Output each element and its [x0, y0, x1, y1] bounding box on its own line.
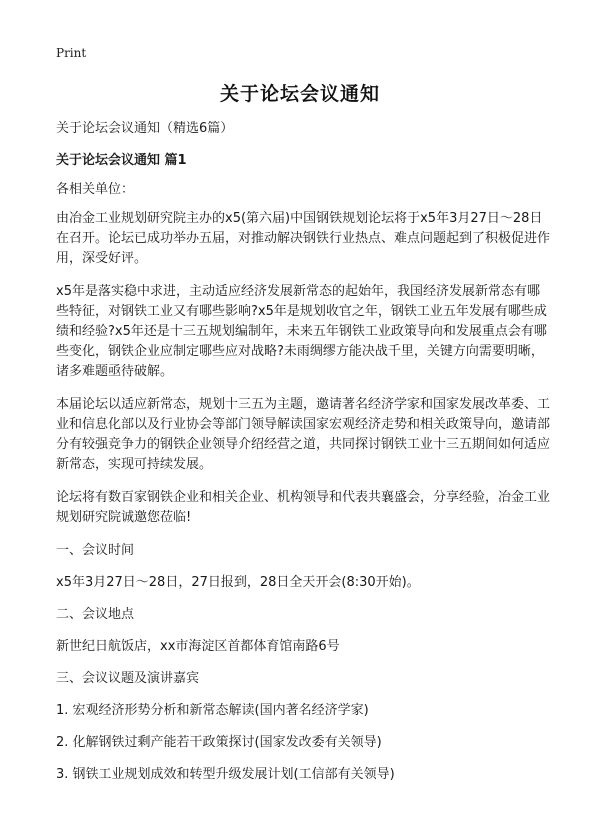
document-body — [56, 119, 552, 797]
document-subtitle: 关于论坛会议通知（精选6篇） — [56, 121, 234, 136]
section-heading-topics: 三、会议议题及演讲嘉宾 — [56, 671, 200, 686]
paragraph: 由冶金工业规划研究院主办的x5(第六届)中国钢铁规划论坛将于x5年3月27日～28日在召开。论坛已成功举办五届，对推动解决钢铁行业热点、难点问题起到了积极促进作用，深受好评。 — [56, 211, 551, 266]
section-heading-meeting-venue: 二、会议地点 — [56, 607, 135, 622]
topic-item: 2. 化解钢铁过剩产能若干政策探讨(国家发改委有关领导) — [56, 735, 382, 750]
topic-item: 1. 宏观经济形势分析和新常态解读(国内著名经济学家) — [56, 703, 369, 718]
paragraph: x5年是落实稳中求进，主动适应经济发展新常态的起始年，我国经济发展新常态有哪些特征，对钢铁工业又有哪些影响?x5年是规划收官之年，钢铁工业五年发展有哪些成绩和经验?x5年还是十三五规划编制年，未来五年钢铁工业政策导向和发展重点会有哪些变化，钢铁企业应制定哪些应对战略?未雨绸缪方能决战千里，关键方向需要明晰，诸多难题亟待破解。 — [56, 284, 547, 379]
section-heading-meeting-time: 一、会议时间 — [56, 543, 135, 558]
salutation: 各相关单位： — [56, 182, 135, 197]
topic-item: 3. 钢铁工业规划成效和转型升级发展计划(工信部有关领导) — [56, 767, 395, 782]
paragraph: 本届论坛以适应新常态，规划十三五为主题，邀请著名经济学家和国家发展改革委、工业和信息化部以及行业协会等部门领导解读国家宏观经济走势和相关政策导向，邀请部分有较强竞争力的钢铁企业领导介绍经营之道，共同探讨钢铁工业十三五期间如何适应新常态，实现可持续发展。 — [56, 397, 551, 472]
section-heading: 关于论坛会议通知 篇1 — [56, 153, 187, 168]
print-label: Print — [56, 46, 87, 60]
meeting-time-text: x5年3月27日～28日，27日报到，28日全天开会(8:30开始)。 — [56, 575, 420, 590]
meeting-venue-text: 新世纪日航饭店，xx市海淀区首都体育馆南路6号 — [56, 639, 340, 654]
paragraph: 论坛将有数百家钢铁企业和相关企业、机构领导和代表共襄盛会，分享经验，冶金工业规划研究院诚邀您莅临! — [56, 490, 551, 525]
document-title: 关于论坛会议通知 — [219, 83, 380, 105]
